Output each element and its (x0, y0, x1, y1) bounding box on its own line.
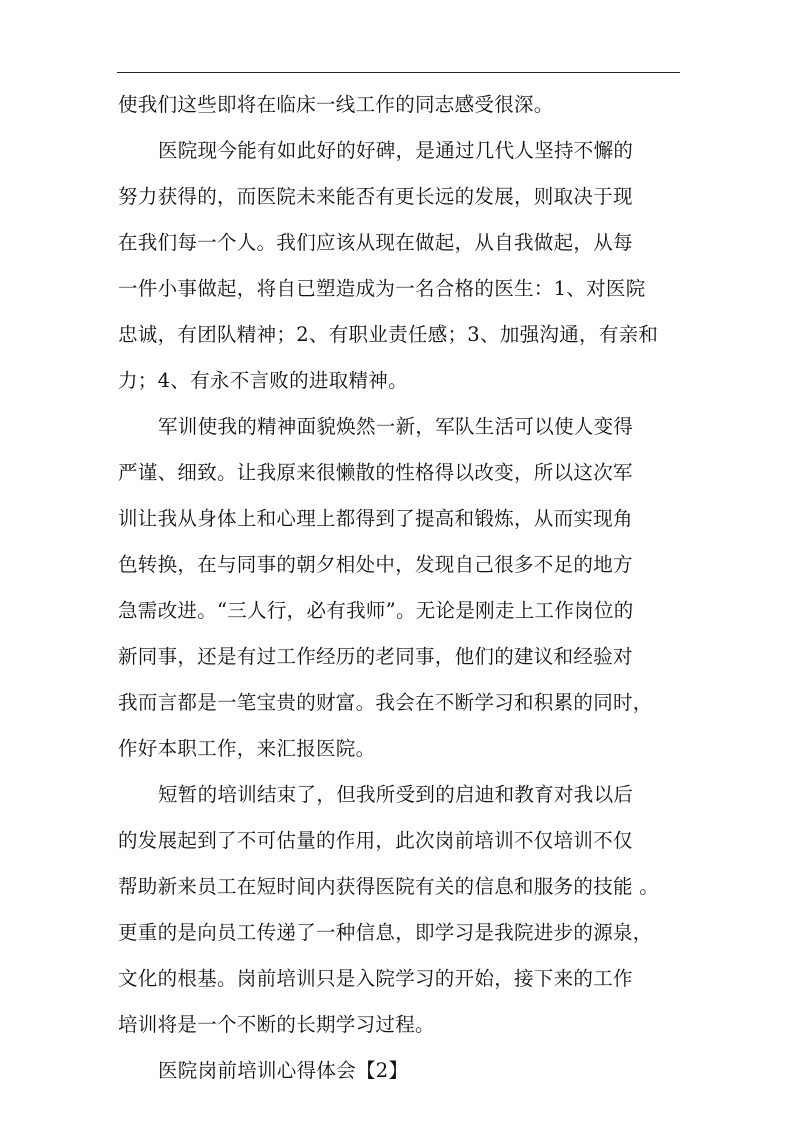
text-line: 新同事，还是有过工作经历的老同事，他们的建议和经验对 (118, 645, 633, 668)
text-line: 我而言都是一笔宝贵的财富。我会在不断学习和积累的同时， (118, 691, 653, 714)
text-line: 忠诚，有团队精神；2、有职业责任感；3、加强沟通，有亲和 (118, 323, 659, 346)
text-line: 色转换，在与同事的朝夕相处中，发现自己很多不足的地方 (118, 553, 633, 576)
document-body (118, 82, 678, 1094)
text-line: 作好本职工作，来汇报医院。 (118, 737, 376, 760)
text-line: 更重的是向员工传递了一种信息，即学习是我院进步的源泉， (118, 921, 653, 944)
text-line: 急需改进。“三人行，必有我师”。无论是刚走上工作岗位的 (118, 599, 634, 622)
text-line: 使我们这些即将在临床一线工作的同志感受很深。 (118, 93, 554, 116)
text-line: 训让我从身体上和心理上都得到了提高和锻炼，从而实现角 (118, 507, 633, 530)
text-line: 一件小事做起，将自已塑造成为一名合格的医生：1、对医院 (118, 277, 646, 300)
section-heading: 医院岗前培训心得体会【2】 (158, 1059, 409, 1082)
text-line: 的发展起到了不可估量的作用，此次岗前培训不仅培训不仅 (118, 829, 633, 852)
text-line: 文化的根基。岗前培训只是入院学习的开始，接下来的工作 (118, 967, 633, 990)
header-rule (117, 72, 680, 73)
text-line: 努力获得的，而医院未来能否有更长远的发展，则取决于现 (118, 185, 633, 208)
text-line: 严谨、细致。让我原来很懒散的性格得以改变，所以这次军 (118, 461, 633, 484)
text-line: 在我们每一个人。我们应该从现在做起，从自我做起，从每 (118, 231, 633, 254)
paragraph-first-line: 医院现今能有如此好的好碑，是通过几代人坚持不懈的 (158, 139, 634, 162)
text-line: 培训将是一个不断的长期学习过程。 (118, 1013, 435, 1036)
text-line: 帮助新来员工在短时间内获得医院有关的信息和服务的技能 。 (118, 875, 660, 898)
paragraph-first-line: 短暂的培训结束了，但我所受到的启迪和教育对我以后 (158, 783, 634, 806)
text-line: 力；4、有永不言败的进取精神。 (118, 369, 408, 392)
paragraph-first-line: 军训使我的精神面貌焕然一新，军队生活可以使人变得 (158, 415, 634, 438)
